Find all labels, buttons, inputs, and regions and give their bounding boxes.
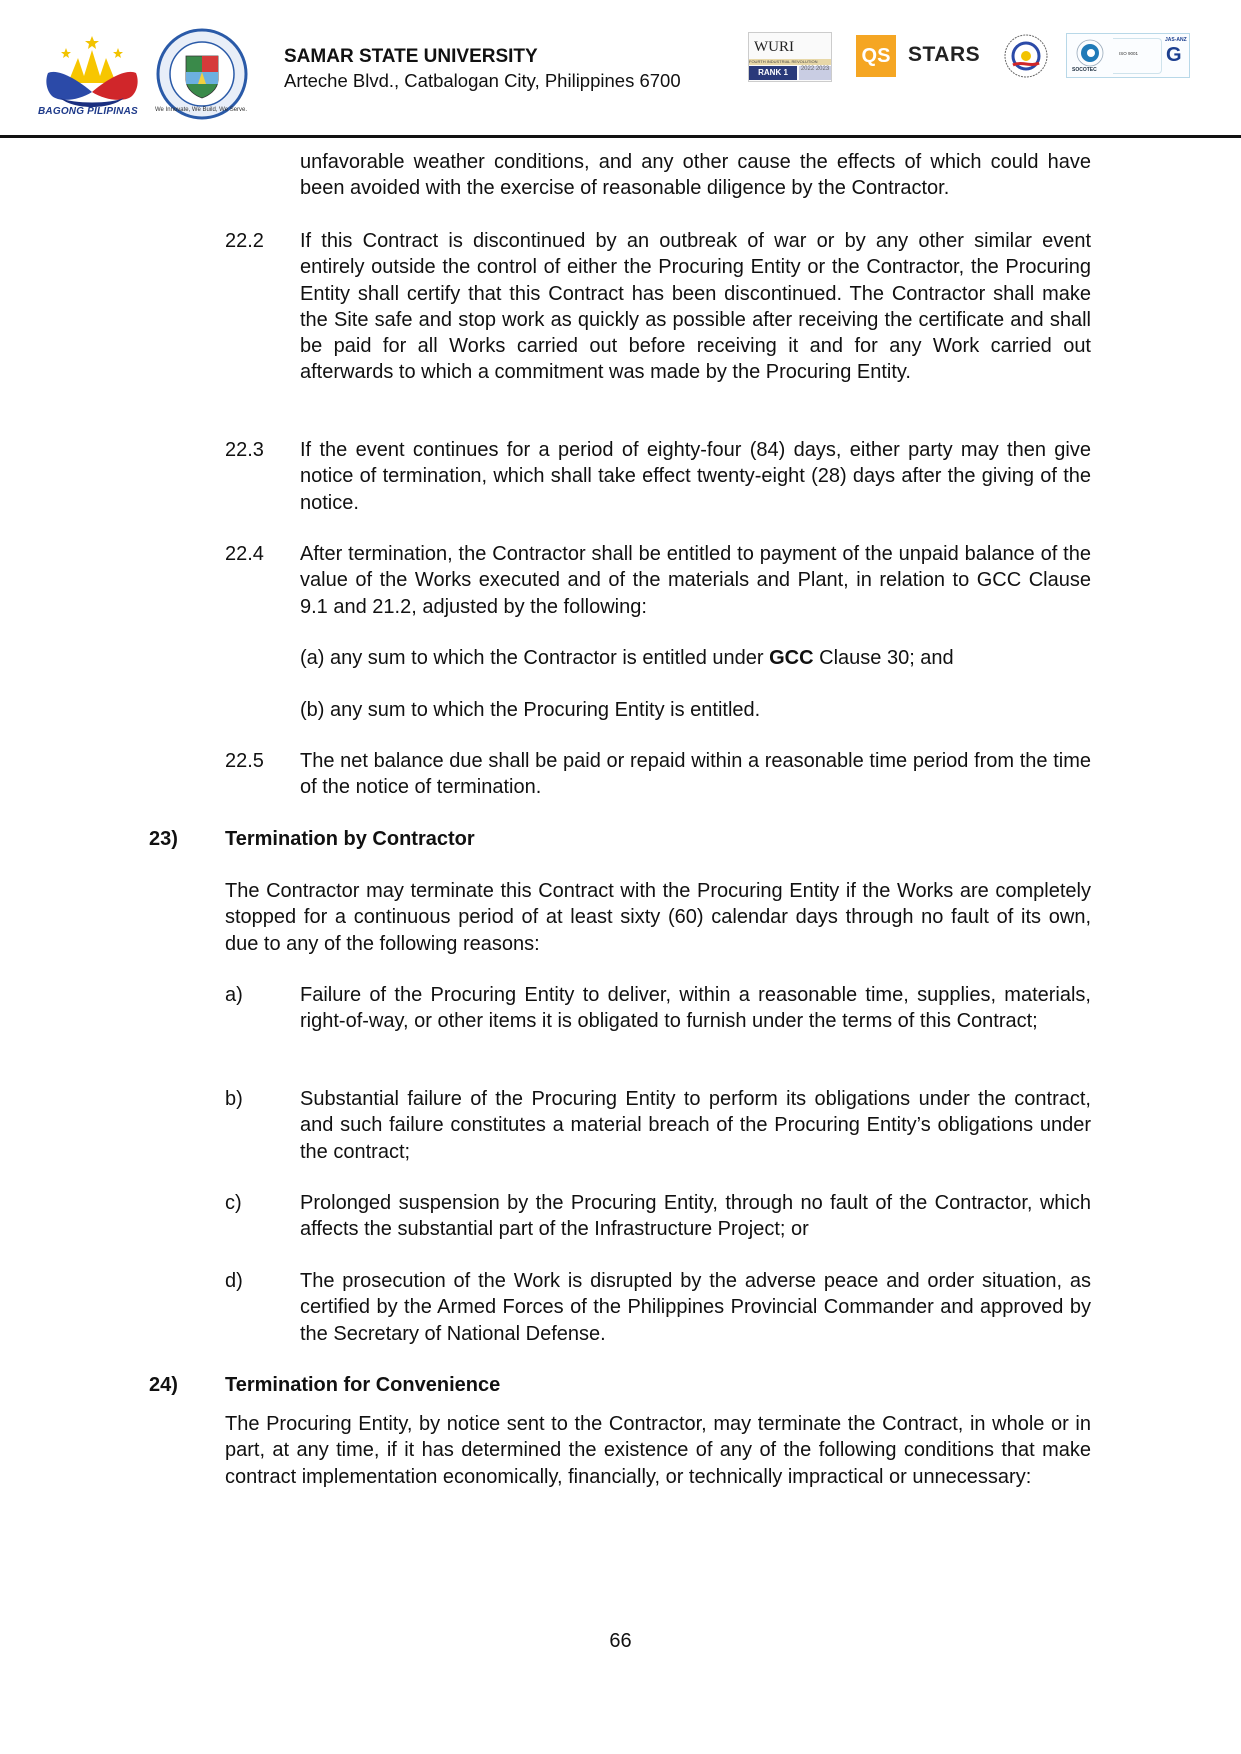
clause-number: 22.4 xyxy=(225,543,264,565)
section-24-number: 24) xyxy=(149,1374,178,1396)
list-label: d) xyxy=(225,1270,243,1292)
clause-number: 22.5 xyxy=(225,750,264,772)
iso-certification-badge xyxy=(1066,33,1190,78)
clause-22-4-item-b: (b) any sum to which the Procuring Entity is entitled. xyxy=(300,699,761,721)
iso-divider xyxy=(1113,38,1162,74)
list-label: c) xyxy=(225,1192,242,1214)
section-23-title: Termination by Contractor xyxy=(225,828,475,850)
section-23-item-c: Prolonged suspension by the Procuring Entity, through no fault of the Contractor, which affects the substantial part of the Infrastructure Project; or xyxy=(300,1192,1091,1241)
section-23-item-a: Failure of the Procuring Entity to deliver, within a reasonable time, supplies, materials, right-of-way, or other items it is obligated to furnish under the terms of this Contract; xyxy=(300,984,1091,1033)
wuri-title: WURI xyxy=(754,39,794,55)
item-a-bold: GCC xyxy=(769,647,814,669)
wuri-ranking-badge xyxy=(748,32,832,82)
bagong-pilipinas-logo-icon xyxy=(38,28,146,118)
accreditation-seal-icon xyxy=(1003,33,1049,79)
section-24-title: Termination for Convenience xyxy=(225,1374,501,1396)
section-23-item-b: Substantial failure of the Procuring Entity to perform its obligations under the contract, and such failure constitutes a material breach of the Procuring Entity’s obligations under the contract; xyxy=(300,1088,1091,1163)
header-divider xyxy=(0,135,1241,138)
item-a-text-end: Clause 30; and xyxy=(813,647,954,669)
jas-anz-label: JAS-ANZ xyxy=(1165,37,1187,43)
wuri-rank: RANK 1 xyxy=(749,66,797,80)
socotec-label: SOCOTEC xyxy=(1072,67,1097,73)
section-23-item-d: The prosecution of the Work is disrupted by the adverse peace and order situation, as certified by the Armed Forces of the Philippines Provincial Commander and approved by the Secretary of National Defense. xyxy=(300,1270,1091,1345)
wuri-years: 2022 2023 xyxy=(799,66,831,80)
clause-22-3-text: If the event continues for a period of eighty-four (84) days, either party may then give notice of termination, which shall take effect twenty-eight (28) days after the giving of the notice. xyxy=(300,439,1091,514)
university-address: Arteche Blvd., Catbalogan City, Philippines 6700 xyxy=(284,70,681,91)
iso-label: ISO 9001 xyxy=(1119,51,1139,56)
section-23-number: 23) xyxy=(149,828,178,850)
clause-22-4-item-a xyxy=(300,645,1091,671)
seal-tagline: We Innovate, We Build, We Serve. xyxy=(155,107,248,113)
list-label: a) xyxy=(225,984,243,1006)
clause-number: 22.2 xyxy=(225,230,264,252)
university-name: SAMAR STATE UNIVERSITY xyxy=(284,46,538,67)
clause-22-2-text: If this Contract is discontinued by an outbreak of war or by any other similar event entirely outside the control of either the Procuring Entity or the Contractor, the Procuring Entity shall certify that this Contract has been discontinued. The Contractor shall make the Site safe and stop work as quickly as possible after receiving the certificate and shall be paid for all Works carried out before receiving it and for any Work carried out afterwards to which a commitment was made by the Procuring Entity. xyxy=(300,230,1091,384)
continuation-paragraph: unfavorable weather conditions, and any other cause the effects of which could have been avoided with the exercise of reasonable diligence by the Contractor. xyxy=(300,151,1091,200)
item-a-text: (a) any sum to which the Contractor is entitled under xyxy=(300,647,770,669)
section-23-intro: The Contractor may terminate this Contract with the Procuring Entity if the Works are completely stopped for a continuous period of at least sixty (60) calendar days through no fault of its own, due to any of the following reasons: xyxy=(225,880,1091,955)
qs-logo-icon: QS xyxy=(856,35,896,77)
section-24-intro: The Procuring Entity, by notice sent to the Contractor, may terminate the Contract, in whole or in part, at any time, if it has determined the existence of any of the following conditions that make contract implementation economically, financially, or technically impractical or unnecessary: xyxy=(225,1413,1091,1488)
wuri-strip: FOURTH INDUSTRIAL REVOLUTION xyxy=(749,59,831,65)
clause-number: 22.3 xyxy=(225,439,264,461)
socotec-icon xyxy=(1075,38,1105,68)
list-label: b) xyxy=(225,1088,243,1110)
letterhead xyxy=(0,0,1241,140)
page-number: 66 xyxy=(609,1630,632,1652)
clause-22-5-text: The net balance due shall be paid or repaid within a reasonable time period from the time of the notice of termination. xyxy=(300,750,1091,799)
qs-stars-label: STARS xyxy=(908,43,981,66)
jas-anz-mark-icon: G xyxy=(1166,44,1182,66)
bagong-pilipinas-caption: BAGONG PILIPINAS xyxy=(38,106,138,117)
clause-22-4-text: After termination, the Contractor shall be entitled to payment of the unpaid balance of the value of the Works executed and of the materials and Plant, in relation to GCC Clause 9.1 and 21.2, adjusted by the following: xyxy=(300,543,1091,618)
